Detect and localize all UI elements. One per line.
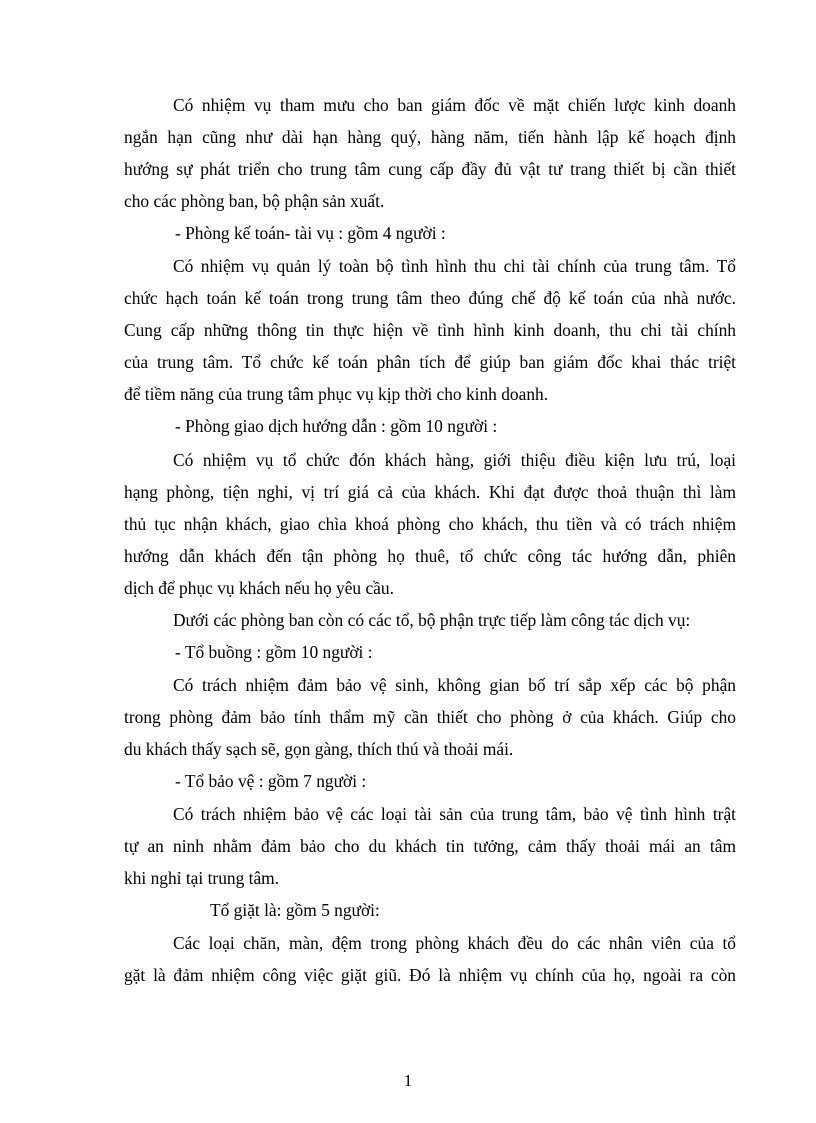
text-line: du khách thấy sạch sẽ, gọn gàng, thích thú và thoải mái. [124, 739, 514, 759]
text-line: khi nghỉ tại trung tâm. [124, 868, 280, 888]
text-line: Có trách nhiệm đảm bảo vệ sinh, không gian bố trí sắp xếp các bộ phận [173, 675, 736, 695]
section-heading: - Phòng giao dịch hướng dẫn : gồm 10 người : [175, 416, 498, 436]
text-line: hạng phòng, tiện nghi, vị trí giá cả của khách. Khi đạt được thoả thuận thì làm [124, 482, 736, 502]
text-line: gặt là đảm nhiệm công việc giặt giũ. Đó là nhiệm vụ chính của họ, ngoài ra còn [124, 965, 736, 985]
text-line: Có trách nhiệm bảo vệ các loại tài sản của trung tâm, bảo vệ tình hình trật [173, 804, 736, 824]
section-heading: Tổ giặt là: gồm 5 người: [210, 900, 380, 920]
text-line: Cung cấp những thông tin thực hiện về tình hình kinh doanh, thu chi tài chính [124, 320, 736, 340]
text-line: của trung tâm. Tổ chức kế toán phân tích để giúp ban giám đốc khai thác triệt [124, 352, 736, 372]
text-line: để tiềm năng của trung tâm phục vụ kịp thời cho kinh doanh. [124, 384, 549, 404]
text-line: thủ tục nhận khách, giao chìa khoá phòng cho khách, thu tiền và có trách nhiệm [124, 514, 736, 534]
text-line: Có nhiệm vụ quản lý toàn bộ tình hình thu chi tài chính của trung tâm. Tổ [173, 256, 736, 276]
section-heading: - Tổ buồng : gồm 10 người : [175, 642, 373, 662]
section-heading: - Phòng kế toán- tài vụ : gồm 4 người : [175, 223, 446, 243]
text-line: hướng dẫn khách đến tận phòng họ thuê, tổ chức công tác hướng dẫn, phiên [124, 546, 736, 566]
text-line: tự an ninh nhằm đảm bảo cho du khách tin tưởng, cảm thấy thoải mái an tâm [124, 836, 736, 856]
text-line: Dưới các phòng ban còn có các tổ, bộ phận trực tiếp làm công tác dịch vụ: [173, 610, 691, 630]
text-line: hướng sự phát triển cho trung tâm cung cấp đầy đủ vật tư trang thiết bị cần thiết [124, 159, 736, 179]
text-line: trong phòng đảm bảo tính thẩm mỹ cần thiết cho phòng ở của khách. Giúp cho [124, 707, 736, 727]
text-line: chức hạch toán kế toán trong trung tâm theo đúng chế độ kế toán của nhà nước. [124, 288, 736, 308]
text-line: cho các phòng ban, bộ phận sản xuất. [124, 191, 385, 211]
text-line: Các loại chăn, màn, đệm trong phòng khách đều do các nhân viên của tổ [173, 933, 736, 953]
text-line: ngắn hạn cũng như dài hạn hàng quý, hàng năm, tiến hành lập kế hoạch định [124, 127, 736, 147]
section-heading: - Tổ bảo vệ : gồm 7 người : [175, 771, 367, 791]
page-number: 1 [403, 1071, 413, 1090]
text-line: Có nhiệm vụ tổ chức đón khách hàng, giới thiệu điều kiện lưu trú, loại [173, 450, 736, 470]
text-line: dịch để phục vụ khách nếu họ yêu cầu. [124, 578, 394, 598]
text-line: Có nhiệm vụ tham mưu cho ban giám đốc về mặt chiến lược kinh doanh [173, 95, 736, 115]
